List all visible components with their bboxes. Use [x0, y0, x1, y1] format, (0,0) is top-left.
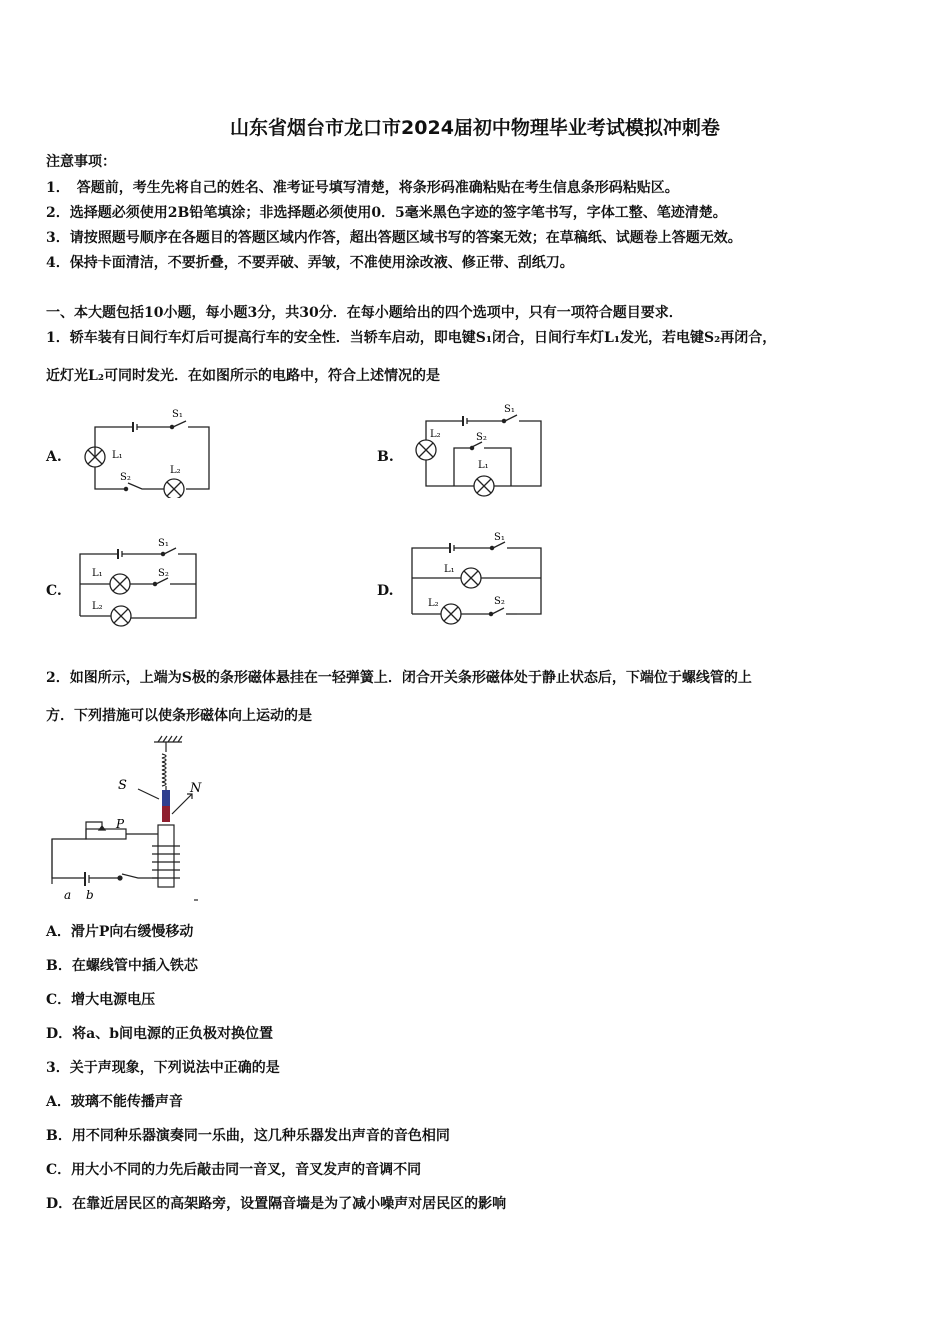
electromagnet-diagram [44, 734, 214, 904]
label-l1: L₁ [444, 564, 455, 575]
label-s2: S₂ [120, 472, 131, 483]
label-l2: L₂ [428, 598, 439, 609]
q3-option-c[interactable]: C．用大小不同的力先后敲击同一音叉，音叉发声的音调不同 [46, 1162, 422, 1178]
label-s2: S₂ [494, 596, 505, 607]
section-heading: 一、本大题包括10小题，每小题3分，共30分．在每小题给出的四个选项中，只有一项符合题目要求． [46, 305, 683, 321]
page-title: 山东省烟台市龙口市2024届初中物理毕业考试模拟冲刺卷 [230, 117, 720, 139]
circuit-diagram-a [78, 403, 218, 498]
note-item: 4．保持卡面清洁，不要折叠，不要弄破、弄皱，不准使用涂改液、修正带、刮纸刀。 [46, 255, 574, 271]
q1-option-c-label[interactable]: C. [46, 583, 62, 599]
note-item: 2．选择题必须使用2B铅笔填涂；非选择题必须使用0．5毫米黑色字迹的签字笔书写，字体工整、笔迹清楚。 [46, 205, 727, 221]
label-terminal-a: a [64, 888, 72, 902]
label-l2: L₂ [170, 465, 181, 476]
q2-option-a[interactable]: A．滑片P向右缓慢移动 [46, 924, 194, 940]
circuit-diagram-d [410, 530, 550, 630]
q2-stem-line1: 2．如图所示，上端为S极的条形磁体悬挂在一轻弹簧上．闭合开关条形磁体处于静止状态后，下端位于螺线管的上 [46, 670, 752, 686]
q1-stem-line1: 1．轿车装有日间行车灯后可提高行车的安全性．当轿车启动，即电键S₁闭合，日间行车灯L₁发光，若电键S₂再闭合， [46, 330, 777, 346]
q1-option-a-label[interactable]: A. [46, 449, 62, 465]
q1-stem-line2: 近灯光L₂可同时发光．在如图所示的电路中，符合上述情况的是 [46, 368, 440, 384]
label-terminal-b: b [86, 888, 94, 902]
q3-option-a[interactable]: A．玻璃不能传播声音 [46, 1094, 183, 1110]
q2-option-c[interactable]: C．增大电源电压 [46, 992, 156, 1008]
label-s-pole: S [118, 778, 127, 793]
label-s1: S₁ [158, 538, 169, 549]
magnet-n-pole [162, 806, 170, 822]
label-s1: S₁ [172, 409, 183, 420]
label-s2: S₂ [158, 568, 169, 579]
label-l2: L₂ [430, 429, 441, 440]
label-n-pole: N [190, 781, 202, 796]
label-l1: L₁ [478, 460, 489, 471]
q2-option-d[interactable]: D．将a、b间电源的正负极对换位置 [46, 1026, 274, 1042]
label-s2: S₂ [476, 432, 487, 443]
label-l1: L₁ [112, 450, 123, 461]
q3-stem: 3．关于声现象，下列说法中正确的是 [46, 1060, 280, 1076]
label-l1: L₁ [92, 568, 103, 579]
q2-option-b[interactable]: B．在螺线管中插入铁芯 [46, 958, 198, 974]
label-s1: S₁ [504, 404, 515, 415]
q1-option-b-label[interactable]: B. [377, 449, 394, 465]
circuit-diagram-b [410, 400, 550, 498]
label-l2: L₂ [92, 601, 103, 612]
notes-heading: 注意事项： [46, 154, 116, 170]
note-item: 3．请按照题号顺序在各题目的答题区域内作答，超出答题区域书写的答案无效；在草稿纸、试题卷上答题无效。 [46, 230, 742, 246]
note-item: 1． 答题前，考生先将自己的姓名、准考证号填写清楚，将条形码准确粘贴在考生信息条形码粘贴区。 [46, 180, 679, 196]
q3-option-d[interactable]: D．在靠近居民区的高架路旁，设置隔音墙是为了减小噪声对居民区的影响 [46, 1196, 507, 1212]
q3-option-b[interactable]: B．用不同种乐器演奏同一乐曲，这几种乐器发出声音的音色相同 [46, 1128, 450, 1144]
q2-stem-line2: 方．下列措施可以使条形磁体向上运动的是 [46, 708, 312, 724]
label-slider-p: P [116, 817, 125, 831]
magnet-s-pole [162, 790, 170, 806]
q1-option-d-label[interactable]: D. [377, 583, 394, 599]
label-s1: S₁ [494, 532, 505, 543]
circuit-diagram-c [78, 534, 208, 630]
